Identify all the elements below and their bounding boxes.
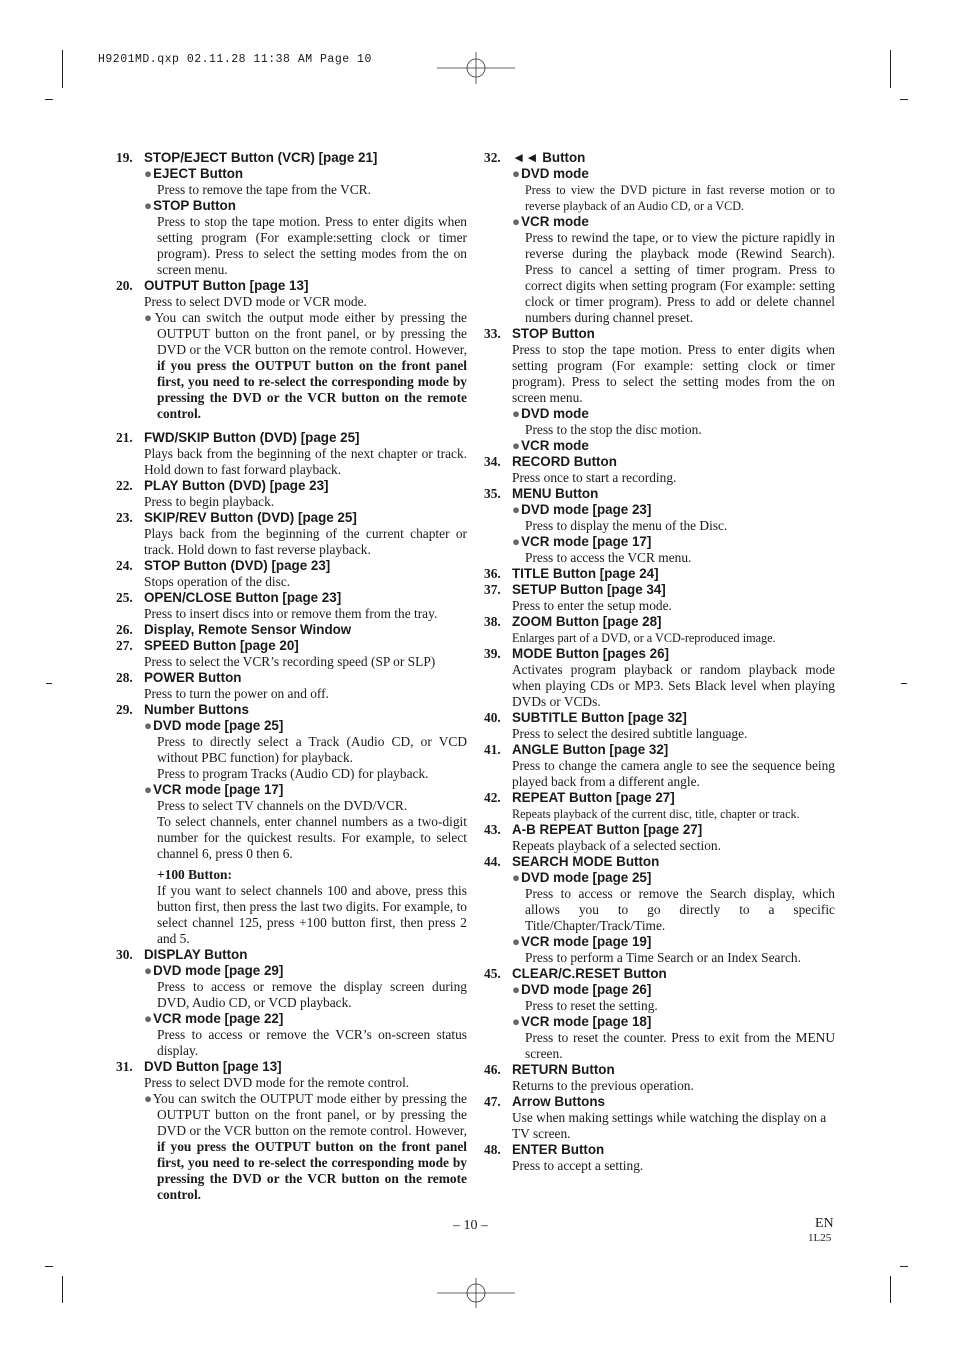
- item-text: Press to remove the tape from the VCR.: [157, 182, 371, 197]
- item-48: [484, 1142, 835, 1174]
- item-text: Press to stop the tape motion. Press to enter digits when setting program (For example:setting clock or timer program). Press to select the setting modes from the on screen menu.: [157, 214, 467, 277]
- item-number: 19.: [116, 150, 133, 165]
- bullet-icon: ●: [512, 502, 521, 517]
- item-text: If you want to select channels 100 and above, press this button first, then press the last two digits. For example, to select channel 125, press +100 button first, then press 2 and 5.: [157, 883, 467, 946]
- item-text: Press to rewind the tape, or to view the picture rapidly in reverse during the playback mode (Rewind Search). Press to cancel a setting of timer program. Press to correct digits when setting program (For example: setting clock or timer program). Press to add or delete channel numbers during channel preset.: [525, 230, 835, 325]
- item-number: 30.: [116, 947, 133, 962]
- item-text: Press once to start a recording.: [512, 470, 677, 485]
- item-text: Press to directly select a Track (Audio CD, or VCD without PBC function) for playback.: [157, 734, 467, 765]
- item-43: [484, 822, 835, 854]
- crop-mark: [45, 1266, 53, 1267]
- item-text: Stops operation of the disc.: [144, 574, 291, 589]
- item-text: Press to access or remove the VCR’s on-screen status display.: [157, 1027, 467, 1058]
- item-text: Press to perform a Time Search or an Index Search.: [525, 950, 801, 965]
- item-40: [484, 710, 835, 742]
- mode-heading: ●DVD mode [page 25]: [512, 870, 652, 885]
- item-41: [484, 742, 835, 790]
- note-text: ●You can switch the OUTPUT mode either by pressing the OUTPUT button on the front panel, or by pressing the DVD or the VCR button on the remote control. However, if you press the OUTPUT button on the front panel first, you need to re-select the corresponding mode by pressing the DVD or the VCR button on the remote control.: [144, 1091, 467, 1202]
- item-number: 38.: [484, 614, 501, 629]
- bullet-icon: ●: [144, 310, 155, 325]
- item-title: PLAY Button (DVD) [page 23]: [144, 478, 329, 493]
- item-number: 27.: [116, 638, 133, 653]
- item-number: 40.: [484, 710, 501, 725]
- mode-heading: ●VCR mode [page 17]: [144, 782, 284, 797]
- item-number: 24.: [116, 558, 133, 573]
- item-text: Plays back from the beginning of the current chapter or track. Hold down to fast reverse playback.: [144, 526, 467, 557]
- item-33: [484, 326, 835, 454]
- model-code: 1L25: [808, 1232, 832, 1244]
- item-text: Repeats playback of a selected section.: [512, 838, 721, 853]
- left-column: [116, 150, 467, 1203]
- mode-heading: ●VCR mode [page 18]: [512, 1014, 652, 1029]
- item-text: Repeats playback of the current disc, title, chapter or track.: [512, 807, 800, 821]
- item-text: To select channels, enter channel numbers as a two-digit number for the quickest results. For example, to select channel 6, press 0 then 6.: [157, 814, 467, 861]
- bullet-icon: ●: [512, 870, 521, 885]
- item-number: 42.: [484, 790, 501, 805]
- item-title: Arrow Buttons: [512, 1094, 605, 1109]
- bullet-icon: ●: [144, 963, 153, 978]
- item-title: TITLE Button [page 24]: [512, 566, 659, 581]
- mode-heading: ●VCR mode [page 22]: [144, 1011, 284, 1026]
- item-number: 20.: [116, 278, 133, 293]
- item-number: 21.: [116, 430, 133, 445]
- item-text: Press to access or remove the display screen during DVD, Audio CD, or VCD playback.: [157, 979, 467, 1010]
- item-number: 35.: [484, 486, 501, 501]
- plus100-heading: +100 Button:: [157, 867, 232, 882]
- item-text: Press to select the desired subtitle language.: [512, 726, 748, 741]
- crop-mark: [46, 683, 52, 684]
- item-title: OPEN/CLOSE Button [page 23]: [144, 590, 342, 605]
- item-title: DVD Button [page 13]: [144, 1059, 282, 1074]
- item-text: Plays back from the beginning of the next chapter or track. Hold down to fast forward playback.: [144, 446, 467, 477]
- crop-mark: [890, 1276, 891, 1303]
- mode-heading: ●VCR mode: [512, 214, 589, 229]
- item-title: Number Buttons: [144, 702, 249, 717]
- item-title: A-B REPEAT Button [page 27]: [512, 822, 703, 837]
- item-19: [116, 150, 467, 278]
- mode-heading: ●DVD mode [page 25]: [144, 718, 284, 733]
- mode-heading: ●VCR mode [page 17]: [512, 534, 652, 549]
- item-title: MENU Button: [512, 486, 599, 501]
- item-number: 47.: [484, 1094, 501, 1109]
- bullet-icon: ●: [512, 166, 521, 181]
- crop-mark: [900, 1266, 908, 1267]
- item-text: Returns to the previous operation.: [512, 1078, 694, 1093]
- bullet-icon: ●: [512, 934, 521, 949]
- item-text: Press to enter the setup mode.: [512, 598, 672, 613]
- item-number: 22.: [116, 478, 133, 493]
- bullet-icon: ●: [512, 982, 521, 997]
- mode-heading: ●DVD mode [page 23]: [512, 502, 652, 517]
- item-text: Press to access the VCR menu.: [525, 550, 692, 565]
- item-number: 43.: [484, 822, 501, 837]
- item-title: DISPLAY Button: [144, 947, 248, 962]
- item-26: [116, 622, 467, 638]
- item-35: [484, 486, 835, 566]
- item-27: [116, 638, 467, 670]
- item-text: Press to insert discs into or remove them from the tray.: [144, 606, 438, 621]
- item-title: ◄◄ Button: [512, 150, 586, 165]
- item-title: SKIP/REV Button (DVD) [page 25]: [144, 510, 357, 525]
- crop-mark: [890, 50, 891, 88]
- crop-mark: [62, 50, 63, 88]
- item-25: [116, 590, 467, 622]
- item-text: Press to view the DVD picture in fast reverse motion or to reverse playback of an Audio CD, or a VCD.: [525, 183, 835, 213]
- mode-heading: ●DVD mode: [512, 406, 589, 421]
- item-title: RETURN Button: [512, 1062, 615, 1077]
- bullet-icon: ●: [512, 534, 521, 549]
- item-47: [484, 1094, 835, 1142]
- item-text: Press to select the VCR’s recording speed (SP or SLP): [144, 654, 436, 669]
- item-text: Press to reset the counter. Press to exit from the MENU screen.: [525, 1030, 835, 1061]
- bullet-icon: ●: [144, 782, 153, 797]
- right-column: [484, 150, 835, 1174]
- item-title: MODE Button [pages 26]: [512, 646, 669, 661]
- item-text: Press to turn the power on and off.: [144, 686, 329, 701]
- item-number: 31.: [116, 1059, 133, 1074]
- item-text: Press to select DVD mode for the remote control.: [144, 1075, 410, 1090]
- item-text: Press to begin playback.: [144, 494, 275, 509]
- item-number: 45.: [484, 966, 501, 981]
- item-title: POWER Button: [144, 670, 242, 685]
- item-45: [484, 966, 835, 1062]
- item-text: Press to change the camera angle to see the sequence being played back from a different angle.: [512, 758, 835, 789]
- item-text: Press to program Tracks (Audio CD) for playback.: [157, 766, 429, 781]
- crop-mark: [900, 99, 908, 100]
- item-number: 48.: [484, 1142, 501, 1157]
- page-number: – 10 –: [453, 1218, 488, 1233]
- item-text: Press to reset the setting.: [525, 998, 658, 1013]
- item-31: [116, 1059, 467, 1203]
- item-number: 39.: [484, 646, 501, 661]
- item-32: [484, 150, 835, 326]
- crop-mark: [62, 1276, 63, 1303]
- item-20: [116, 278, 467, 422]
- item-39: [484, 646, 835, 710]
- bullet-icon: ●: [144, 718, 153, 733]
- item-23: [116, 510, 467, 558]
- item-38: [484, 614, 835, 646]
- print-header: H9201MD.qxp 02.11.28 11:38 AM Page 10: [98, 53, 372, 66]
- mode-heading: ●DVD mode: [512, 166, 589, 181]
- item-number: 23.: [116, 510, 133, 525]
- item-text: Press to select TV channels on the DVD/VCR.: [157, 798, 408, 813]
- item-number: 36.: [484, 566, 501, 581]
- item-title: Display, Remote Sensor Window: [144, 622, 352, 637]
- item-text: Press to display the menu of the Disc.: [525, 518, 728, 533]
- bullet-icon: ●: [512, 214, 521, 229]
- item-number: 37.: [484, 582, 501, 597]
- item-28: [116, 670, 467, 702]
- bullet-icon: ●: [512, 406, 521, 421]
- item-text: Press to select DVD mode or VCR mode.: [144, 294, 367, 309]
- item-title: OUTPUT Button [page 13]: [144, 278, 309, 293]
- bullet-icon: ●: [144, 1091, 153, 1106]
- item-37: [484, 582, 835, 614]
- item-title: STOP Button: [512, 326, 595, 341]
- item-title: RECORD Button: [512, 454, 617, 469]
- mode-heading: ●EJECT Button: [144, 166, 244, 181]
- item-title: STOP/EJECT Button (VCR) [page 21]: [144, 150, 378, 165]
- item-number: 29.: [116, 702, 133, 717]
- registration-mark: [437, 52, 515, 84]
- item-21: [116, 430, 467, 478]
- item-46: [484, 1062, 835, 1094]
- item-text: Press to stop the tape motion. Press to enter digits when setting program (For example: setting clock or timer program). Press to select the setting modes from the on screen menu.: [512, 342, 835, 405]
- item-title: ZOOM Button [page 28]: [512, 614, 662, 629]
- item-30: [116, 947, 467, 1059]
- item-text: Press to accept a setting.: [512, 1158, 644, 1173]
- item-34: [484, 454, 835, 486]
- item-29: [116, 702, 467, 947]
- item-22: [116, 478, 467, 510]
- bullet-icon: ●: [144, 1011, 153, 1026]
- item-title: SUBTITLE Button [page 32]: [512, 710, 687, 725]
- item-title: SEARCH MODE Button: [512, 854, 660, 869]
- item-number: 34.: [484, 454, 501, 469]
- registration-mark: [437, 1278, 515, 1308]
- item-number: 41.: [484, 742, 501, 757]
- item-title: ENTER Button: [512, 1142, 605, 1157]
- item-text: Press to the stop the disc motion.: [525, 422, 702, 437]
- language-code: EN: [815, 1216, 834, 1231]
- item-24: [116, 558, 467, 590]
- item-number: 28.: [116, 670, 133, 685]
- mode-heading: ●VCR mode [page 19]: [512, 934, 652, 949]
- bullet-icon: ●: [512, 1014, 521, 1029]
- item-title: CLEAR/C.RESET Button: [512, 966, 667, 981]
- item-36: [484, 566, 835, 582]
- item-text: Activates program playback or random playback mode when playing CDs or MP3. Sets Black level when playing DVDs or VCDs.: [512, 662, 835, 709]
- item-text: Use when making settings while watching the display on a TV screen.: [512, 1110, 827, 1141]
- item-title: FWD/SKIP Button (DVD) [page 25]: [144, 430, 360, 445]
- item-number: 32.: [484, 150, 501, 165]
- item-number: 25.: [116, 590, 133, 605]
- crop-mark: [901, 683, 907, 684]
- bullet-icon: ●: [144, 198, 153, 213]
- item-title: SETUP Button [page 34]: [512, 582, 666, 597]
- bullet-icon: ●: [512, 438, 521, 453]
- item-text: Press to access or remove the Search display, which allows you to go directly to a specific Title/Chapter/Track/Time.: [525, 886, 835, 933]
- item-number: 46.: [484, 1062, 501, 1077]
- mode-heading: ●VCR mode: [512, 438, 589, 453]
- item-number: 44.: [484, 854, 501, 869]
- note-text: ●You can switch the output mode either by pressing the OUTPUT button on the front panel, or by pressing the DVD or the VCR button on the remote control. However, if you press the OUTPUT button on the front panel first, you need to re-select the corresponding mode by pressing the DVD or the VCR button on the remote control.: [144, 310, 467, 421]
- item-text: Enlarges part of a DVD, or a VCD-reproduced image.: [512, 631, 776, 645]
- bullet-icon: ●: [144, 166, 153, 181]
- item-number: 33.: [484, 326, 501, 341]
- item-44: [484, 854, 835, 966]
- mode-heading: ●DVD mode [page 29]: [144, 963, 284, 978]
- item-title: ANGLE Button [page 32]: [512, 742, 669, 757]
- item-title: SPEED Button [page 20]: [144, 638, 299, 653]
- item-title: STOP Button (DVD) [page 23]: [144, 558, 331, 573]
- item-number: 26.: [116, 622, 133, 637]
- mode-heading: ●DVD mode [page 26]: [512, 982, 652, 997]
- mode-heading: ●STOP Button: [144, 198, 236, 213]
- crop-mark: [45, 99, 53, 100]
- item-42: [484, 790, 835, 822]
- item-title: REPEAT Button [page 27]: [512, 790, 675, 805]
